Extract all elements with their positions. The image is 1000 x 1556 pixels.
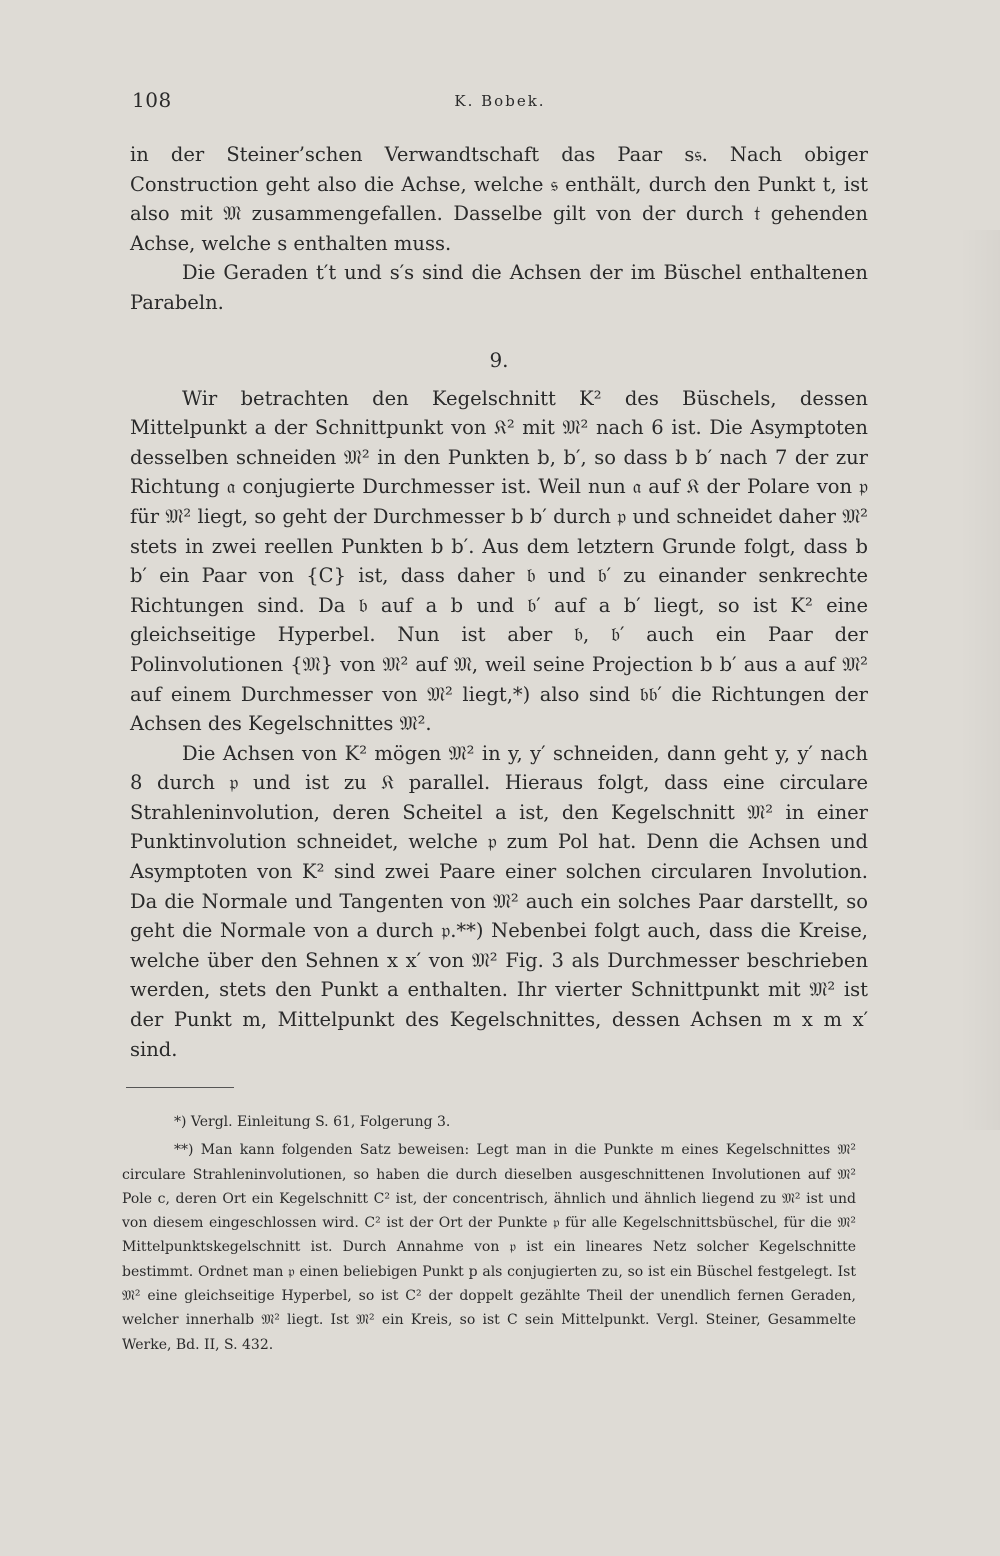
paragraph: Wir betrachten den Kegelschnitt K² des Büschels, dessen Mittelpunkt a der Schnittpunkt von 𝔎² mit 𝔐² nach 6 ist. Die Asymptoten desselben schneiden 𝔐² in den Punkten b, b′, so dass b b′ nach 7 der zur Richtung 𝔞 conjugierte Durchmesser ist. Weil nun 𝔞 auf 𝔎 der Polare von 𝔭 für 𝔐² liegt, so geht der Durchmesser b b′ durch 𝔭 und schneidet daher 𝔐² stets in zwei reellen Punkten b b′. Aus dem letztern Grunde folgt, dass b b′ ein Paar von {C} ist, dass daher 𝔟 und 𝔟′ zu einander senkrechte Richtungen sind. Da 𝔟 auf a b und 𝔟′ auf a b′ liegt, so ist K² eine gleichseitige Hyperbel. Nun ist aber 𝔟, 𝔟′ auch ein Paar der Polinvolutionen {𝔐} von 𝔐² auf 𝔐, weil seine Projection b b′ aus a auf 𝔐² auf einem Durchmesser von 𝔐² liegt,*) also sind 𝔟𝔟′ die Richtungen der Achsen des Kegelschnittes 𝔐². — [130, 386, 868, 736]
footnote-separator — [126, 1087, 234, 1088]
running-title: K. Bobek. — [454, 92, 546, 110]
page-header — [132, 88, 868, 118]
footnote: *) Vergl. Einleitung S. 61, Folgerung 3. — [174, 1114, 451, 1130]
page-number: 108 — [132, 88, 172, 112]
paragraph: Die Achsen von K² mögen 𝔐² in y, y′ schneiden, dann geht y, y′ nach 8 durch 𝔭 und ist zu 𝔎 parallel. Hieraus folgt, dass eine circulare Strahleninvolution, deren Scheitel a ist, den Kegelschnitt 𝔐² in einer Punktinvolution schneidet, welche 𝔭 zum Pol hat. Denn die Achsen und Asymptoten von K² sind zwei Paare einer solchen circularen Involution. Da die Normale und Tangenten von 𝔐² auch ein solches Paar darstellt, so geht die Normale von a durch 𝔭.**) Nebenbei folgt auch, dass die Kreise, welche über den Sehnen x x′ von 𝔐² Fig. 3 als Durchmesser beschrieben werden, stets den Punkt a enthalten. Ihr vierter Schnittpunkt mit 𝔐² ist der Punkt m, Mittelpunkt des Kegelschnittes, dessen Achsen m x m x′ sind. — [130, 741, 868, 1061]
section-number: 9. — [489, 347, 509, 372]
paragraph: in der Steiner’schen Verwandtschaft das Paar s𝔰. Nach obiger Construction geht also die Achse, welche 𝔰 enthält, durch den Punkt t, ist also mit 𝔐 zusammengefallen. Dasselbe gilt von der durch 𝔱 gehenden Achse, welche s enthalten muss. — [130, 143, 868, 255]
footnotes — [122, 1110, 856, 1357]
main-text — [130, 140, 868, 1064]
footnote: **) Man kann folgenden Satz beweisen: Legt man in die Punkte m eines Kegelschnittes 𝔐² circulare Strahleninvolutionen, so haben die durch dieselben ausgeschnittenen Involutionen auf 𝔐² Pole c, deren Ort ein Kegelschnitt C² ist, der concentrisch, ähnlich und ähnlich liegend zu 𝔐² ist und von diesem eingeschlossen wird. C² ist der Ort der Punkte 𝔭 für alle Kegelschnittsbüschel, für die 𝔐² Mittelpunktskegelschnitt ist. Durch Annahme von 𝔭 ist ein lineares Netz solcher Kegelschnitte bestimmt. Ordnet man 𝔭 einen beliebigen Punkt p als conjugierten zu, so ist ein Büschel festgelegt. Ist 𝔐² eine gleichseitige Hyperbel, so ist C² der doppelt gezählte Theil der unendlich fernen Geraden, welcher innerhalb 𝔐² liegt. Ist 𝔐² ein Kreis, so ist C sein Mittelpunkt. Vergl. Steiner, Gesammelte Werke, Bd. II, S. 432. — [122, 1142, 856, 1353]
page-edge-shading — [960, 230, 1000, 1130]
paragraph: Die Geraden t′t und s′s sind die Achsen der im Büschel enthaltenen Parabeln. — [130, 261, 868, 314]
